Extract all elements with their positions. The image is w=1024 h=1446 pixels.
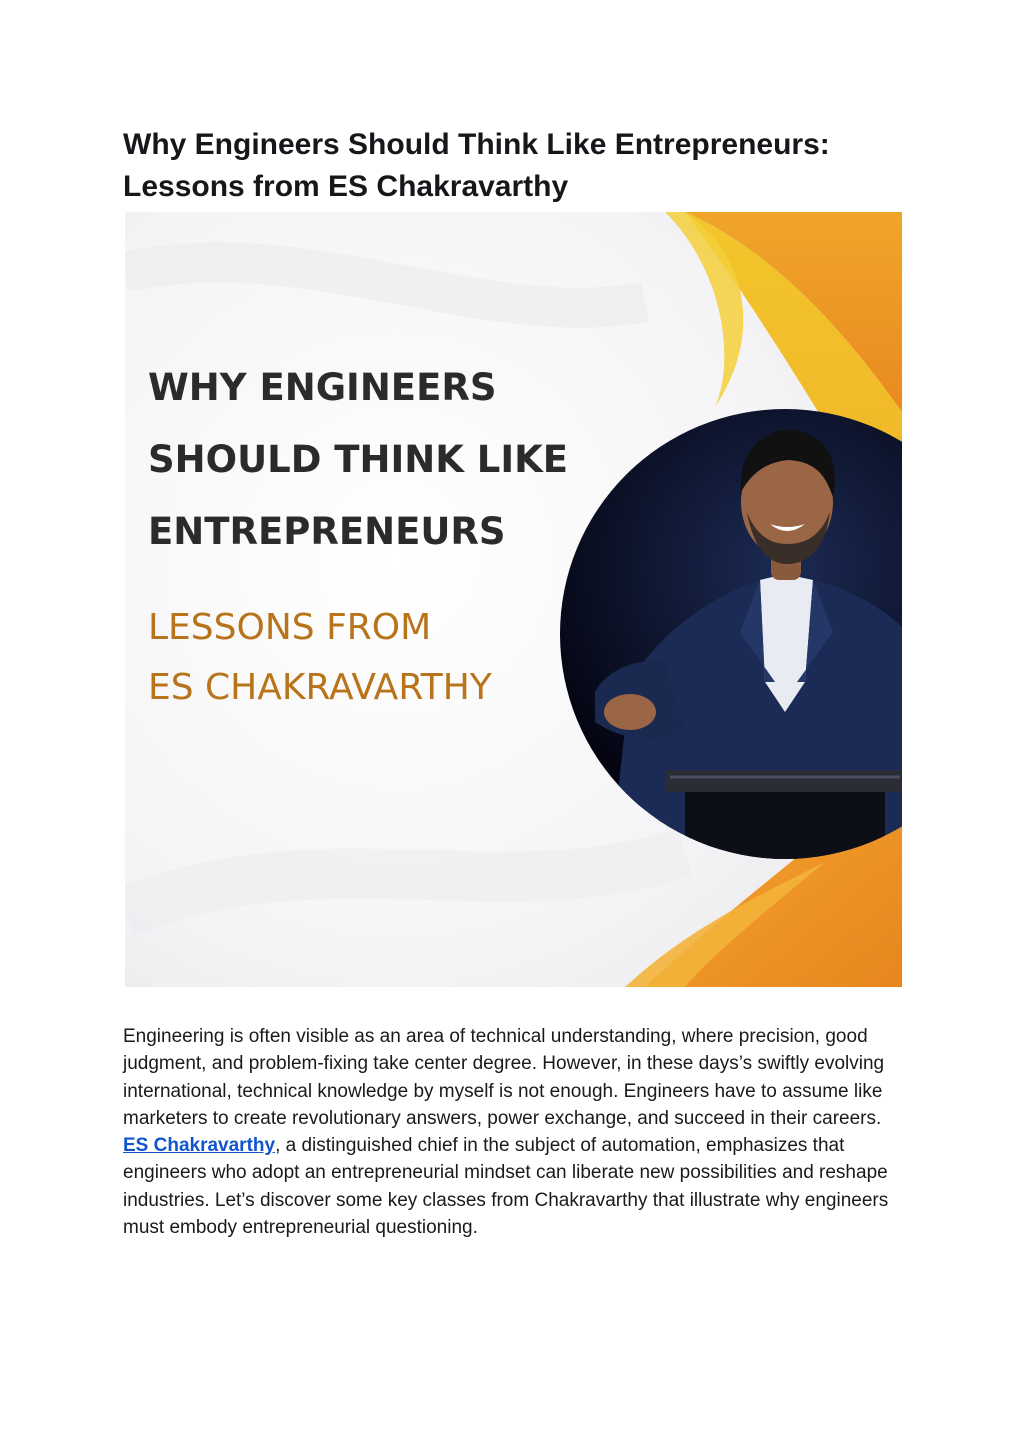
banner-headline-line: SHOULD THINK LIKE	[148, 438, 569, 481]
paragraph-text: Engineering is often visible as an area of technical understanding, where precision, good judgment, and problem-fixing take center degree. However, in these days’s swiftly evolving international, technical knowledge by myself is not enough. Engineers have to assume like marketers to create revolutionary answers, power exchange, and succeed in their careers.	[123, 1026, 885, 1129]
banner-subhead-line: ES CHAKRAVARTHY	[148, 667, 492, 708]
banner-image	[125, 212, 902, 987]
banner-headline-line: ENTREPRENEURS	[148, 510, 506, 553]
banner-subhead-line: LESSONS FROM	[148, 607, 432, 648]
banner-headline-line: WHY ENGINEERS	[148, 366, 497, 409]
es-chakravarthy-link[interactable]: ES Chakravarthy	[123, 1135, 276, 1157]
document-title: Why Engineers Should Think Like Entrepreneurs: Lessons from ES Chakravarthy	[123, 128, 830, 203]
banner-graphic	[125, 212, 902, 987]
paragraph-text: , a distinguished chief in the subject of automation, emphasizes that engineers who adopt an entrepreneurial mindset can liberate new possibilities and reshape industries. Let’s discover some key classes from Chakravarthy that illustrate why engineers must embody entrepreneurial questioning.	[123, 1135, 889, 1239]
intro-paragraph	[123, 1023, 903, 1241]
